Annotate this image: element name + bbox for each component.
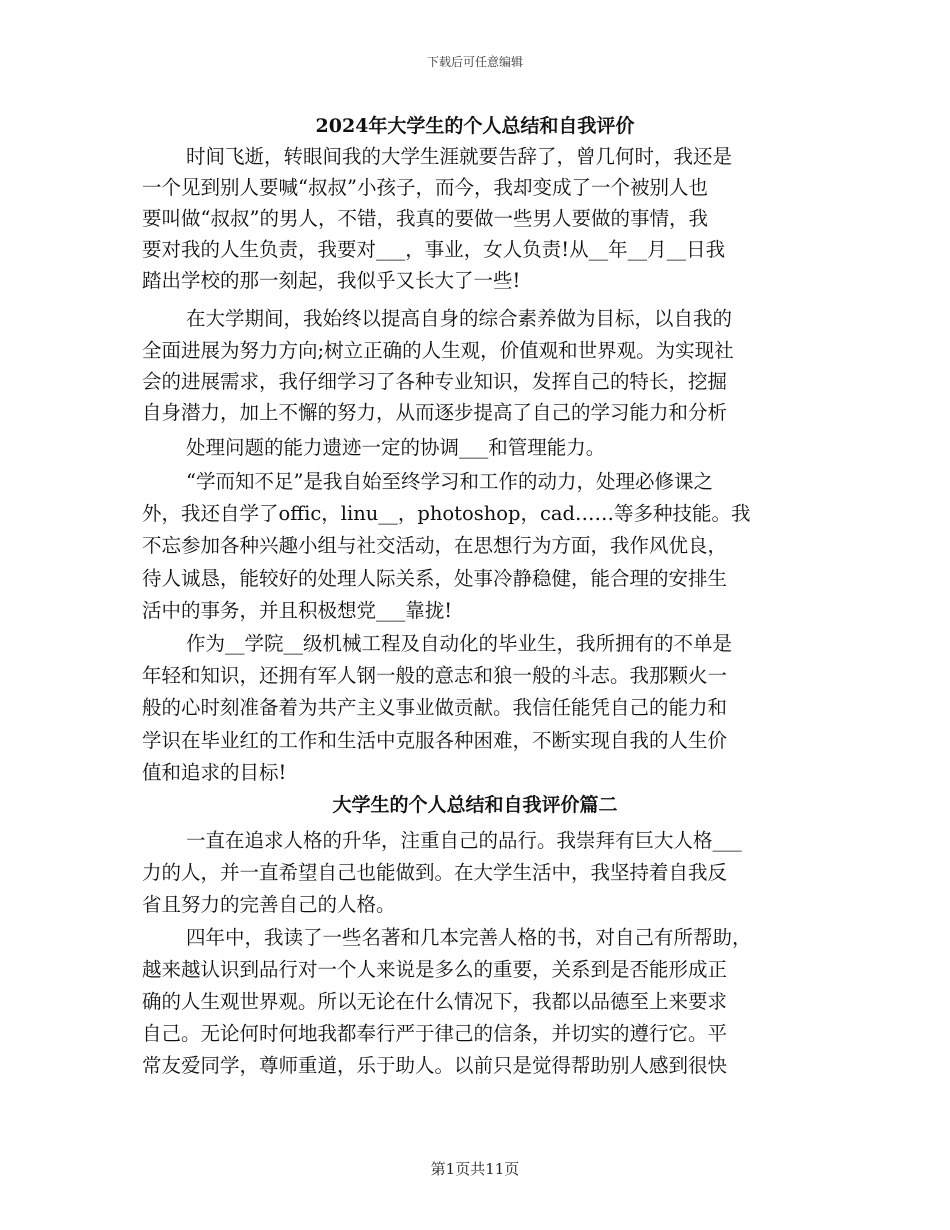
body-line: 一直在追求人格的升华，注重自己的品行。我崇拜有巨大人格___: [186, 829, 742, 852]
body-line: 在大学期间，我始终以提高自身的综合素养做为目标，以自我的: [186, 307, 733, 330]
body-line: 会的进展需求，我仔细学习了各种专业知识，发挥自己的特长，挖掘: [142, 370, 728, 393]
body-line: 般的心时刻准备着为共产主义事业做贡献。我信任能凭自己的能力和: [142, 696, 728, 719]
page-header-note: 下载后可任意编辑: [426, 55, 523, 69]
body-line: 作为__学院__级机械工程及自动化的毕业生，我所拥有的不单是: [186, 632, 733, 655]
body-line: 力的人，并一直希望自己也能做到。在大学生活中，我坚持着自我反: [142, 861, 728, 884]
body-line: 学识在毕业红的工作和生活中克服各种困难，不断实现自我的人生价: [142, 729, 728, 752]
body-line: 时间飞逝，转眼间我的大学生涯就要告辞了，曾几何时，我还是: [186, 145, 733, 168]
body-line: 待人诚恳，能较好的处理人际关系，处事冷静稳健，能合理的安排生: [142, 567, 728, 590]
body-line: 越来越认识到品行对一个人来说是多么的重要，关系到是否能形成正: [142, 958, 728, 981]
body-line: 自己。无论何时何地我都奉行严于律己的信条，并切实的遵行它。平: [142, 1022, 728, 1045]
body-line: 踏出学校的那一刻起，我似乎又长大了一些!: [142, 269, 521, 292]
body-line: 值和追求的目标!: [142, 761, 287, 784]
document-title: 2024年大学生的个人总结和自我评价: [315, 115, 635, 137]
body-line: 不忘参加各种兴趣小组与社交活动，在思想行为方面，我作风优良，: [142, 534, 728, 557]
body-line: 全面进展为努力方向;树立正确的人生观，价值观和世界观。为实现社: [142, 339, 734, 362]
body-line: 常友爱同学，尊师重道，乐于助人。以前只是觉得帮助别人感到很快: [142, 1054, 728, 1077]
body-line: 年轻和知识，还拥有军人钢一般的意志和狼一般的斗志。我那颗火一: [142, 664, 728, 687]
section-title: 大学生的个人总结和自我评价篇二: [332, 794, 618, 816]
body-line: 一个见到别人要喊“叔叔”小孩子，而今，我却变成了一个被别人也: [142, 176, 708, 199]
body-line: 外，我还自学了offic，linu__，photoshop，cad……等多种技能。我: [142, 502, 751, 525]
page-number: 第1页共11页: [430, 1160, 520, 1178]
body-line: 处理问题的能力遗迹一定的协调___和管理能力。: [186, 436, 606, 459]
body-line: 省且努力的完善自己的人格。: [142, 893, 396, 916]
body-line: 四年中，我读了一些名著和几本完善人格的书，对自己有所帮助，: [186, 926, 752, 949]
body-line: 要叫做“叔叔”的男人，不错，我真的要做一些男人要做的事情，我: [142, 207, 708, 230]
body-line: 要对我的人生负责，我要对___，事业，女人负责!从__年__月__日我: [142, 238, 726, 261]
body-line: “学而知不足”是我自始至终学习和工作的动力，处理必修课之: [186, 470, 713, 493]
body-line: 确的人生观世界观。所以无论在什么情况下，我都以品德至上来要求: [142, 990, 728, 1013]
body-line: 活中的事务，并且积极想党___靠拢!: [142, 599, 453, 622]
body-line: 自身潜力，加上不懈的努力，从而逐步提高了自己的学习能力和分析: [142, 401, 728, 424]
